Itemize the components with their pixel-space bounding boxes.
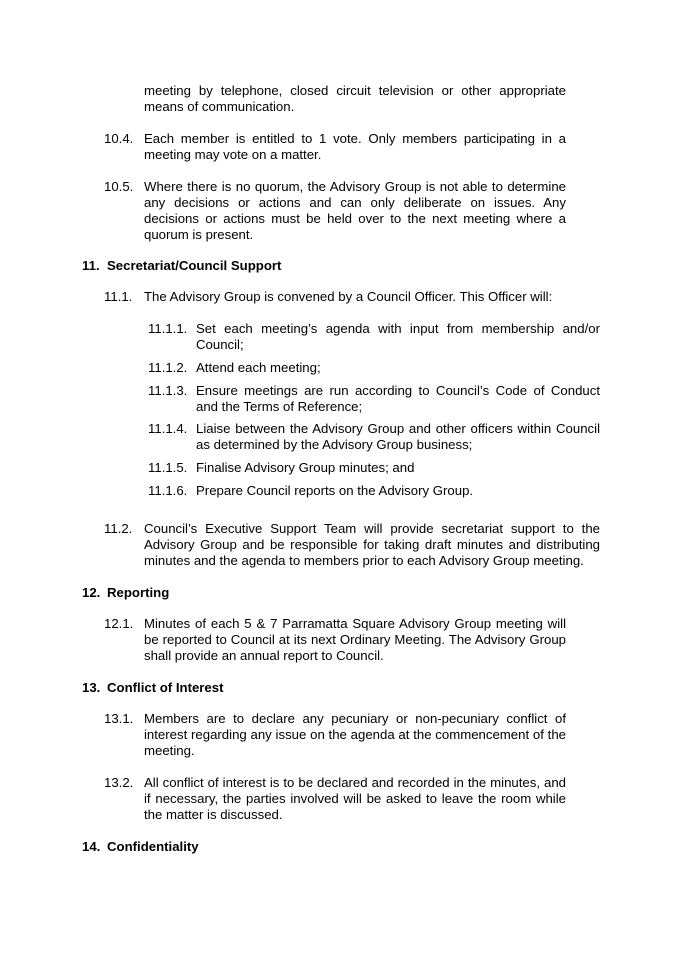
clause-number: 11.2. (104, 521, 133, 536)
section-number: 13. (82, 680, 101, 695)
clause-text: Minutes of each 5 & 7 Parramatta Square Advisory Group meeting will be reported to Council at its next Ordinary Meeting. The Advisory Group shall provide an annual report to Council. (144, 616, 566, 663)
clause-text: Council’s Executive Support Team will provide secretariat support to the Advisory Group and be responsible for taking draft minutes and distributing minutes and the agenda to members prior to each Advisory Group meeting. (144, 521, 600, 568)
section-number: 11. (82, 258, 100, 273)
subclause-number: 11.1.6. (148, 483, 188, 498)
section-title: Secretariat/Council Support (107, 258, 282, 273)
subclause-text: Attend each meeting; (196, 360, 321, 375)
section-title: Reporting (107, 585, 170, 600)
clause-number: 11.1. (104, 289, 133, 304)
subclause-text: Finalise Advisory Group minutes; and (196, 460, 415, 475)
subclause-number: 11.1.4. (148, 421, 188, 436)
clause-text: Members are to declare any pecuniary or non-pecuniary conflict of interest regarding any issue on the agenda at the commencement of the meeting. (144, 711, 566, 758)
section-title: Confidentiality (107, 839, 199, 854)
clause-text: All conflict of interest is to be declared and recorded in the minutes, and if necessary, the parties involved will be asked to leave the room while the matter is discussed. (144, 775, 566, 822)
subclause-text: Prepare Council reports on the Advisory Group. (196, 483, 474, 498)
clause-text: Where there is no quorum, the Advisory Group is not able to determine any decisions or actions and can only deliberate on issues. Any decisions or actions must be held over to the next meeting where a quorum is present. (144, 179, 566, 242)
section-number: 12. (82, 585, 101, 600)
clause-text: Each member is entitled to 1 vote. Only members participating in a meeting may vote on a matter. (144, 131, 566, 162)
subclause-text: Ensure meetings are run according to Council’s Code of Conduct and the Terms of Reference; (196, 383, 600, 414)
subclause-number: 11.1.1. (148, 321, 188, 336)
subclause-number: 11.1.5. (148, 460, 188, 475)
clause-number: 13.1. (104, 711, 134, 726)
clause-number: 13.2. (104, 775, 134, 790)
subclause-text: Liaise between the Advisory Group and other officers within Council as determined by the Advisory Group business; (196, 421, 600, 452)
clause-number: 10.5. (104, 179, 134, 194)
section-title: Conflict of Interest (107, 680, 224, 695)
intro-paragraph: meeting by telephone, closed circuit television or other appropriate means of communication. (144, 83, 566, 114)
subclause-text: Set each meeting’s agenda with input from membership and/or Council; (196, 321, 600, 352)
subclause-number: 11.1.2. (148, 360, 188, 375)
subclause-number: 11.1.3. (148, 383, 188, 398)
section-number: 14. (82, 839, 101, 854)
clause-number: 10.4. (104, 131, 134, 146)
clause-text: The Advisory Group is convened by a Council Officer. This Officer will: (144, 289, 553, 304)
clause-number: 12.1. (104, 616, 134, 631)
